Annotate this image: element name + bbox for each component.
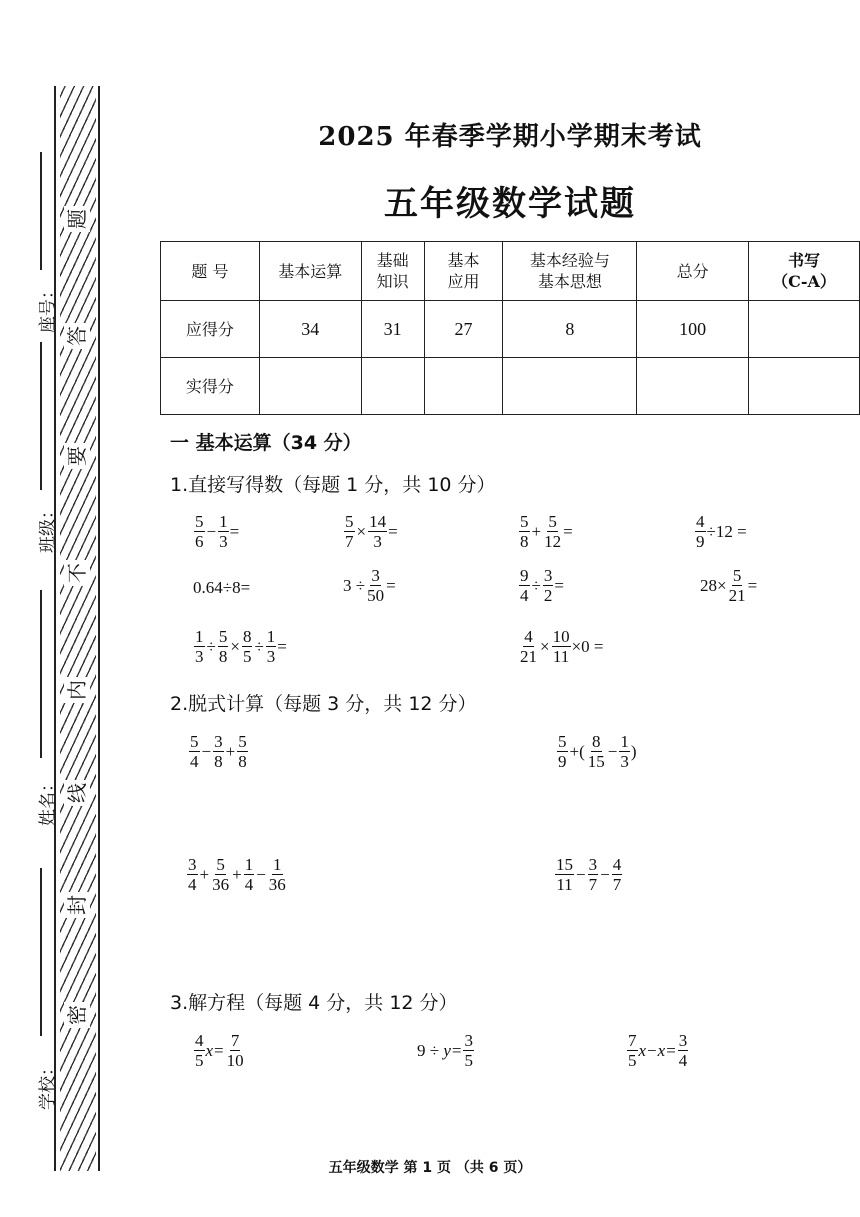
seal-char: 要 (64, 443, 90, 469)
fraction: $\frac{5}{8}$ (520, 512, 529, 551)
binding-border-right (98, 86, 100, 1171)
fraction: $\frac{3}{50}$ (367, 566, 385, 605)
fraction: $\frac{5}{12}$ (544, 512, 562, 551)
score-table-header-row (161, 242, 860, 301)
row-label: 实得分 (161, 358, 260, 415)
fraction: $\frac{1}{3}$ (620, 732, 629, 771)
seal-char: 题 (64, 206, 90, 232)
header-cell: 基本经验与 基本思想 (503, 242, 637, 301)
math-item: 0.64÷8= (193, 578, 251, 597)
math-item: $\frac{4}{5}$ x = $\frac{7}{10}$ (195, 1031, 244, 1070)
fraction: $\frac{7}{10}$ (226, 1031, 244, 1070)
fraction: $\frac{1}{3}$ (219, 512, 228, 551)
name-field-line[interactable] (40, 590, 42, 758)
section-heading: 一 基本运算（34 分） (170, 432, 362, 454)
page-footer: 五年级数学 第 1 页 （共 6 页） (328, 1160, 532, 1176)
school-field-label: 学校： (38, 1059, 58, 1110)
actual-mark-cell[interactable] (361, 358, 424, 415)
exam-title: 2025 年春季学期小学期末考试 (318, 122, 702, 152)
fraction: $\frac{15}{11}$ (556, 855, 573, 894)
fraction: $\frac{5}{4}$ (190, 732, 199, 771)
full-mark-cell: 27 (424, 301, 503, 358)
math-item: $\frac{15}{11}$ − $\frac{3}{7}$ − $\frac{4}{7}$ (556, 855, 622, 894)
fraction: $\frac{4}{5}$ (195, 1031, 204, 1070)
fraction: $\frac{5}{8}$ (218, 627, 228, 666)
fraction: $\frac{5}{8}$ (238, 732, 247, 771)
header-cell: 基本运算 (259, 242, 361, 301)
math-item: $\frac{5}{8}$ + $\frac{5}{12}$ = (520, 512, 573, 551)
math-item: 3 ÷ $\frac{3}{50}$ = (343, 566, 396, 605)
school-field-line[interactable] (40, 868, 42, 1036)
seat-field-label: 座号： (38, 282, 58, 333)
fraction: $\frac{3}{2}$ (543, 566, 553, 605)
fraction: $\frac{5}{36}$ (212, 855, 230, 894)
math-item: $\frac{5}{6}$ − $\frac{1}{3}$ = (195, 512, 240, 551)
fraction: $\frac{3}{4}$ (188, 855, 197, 894)
math-item: $\frac{1}{3}$ ÷ $\frac{5}{8}$ × $\frac{8}{5}$ ÷ $\frac{1}{3}$ = (195, 627, 287, 666)
class-field-label: 班级： (38, 502, 58, 553)
seal-char: 内 (64, 677, 90, 703)
fraction: $\frac{5}{7}$ (345, 512, 354, 551)
full-mark-cell: 100 (637, 301, 749, 358)
math-item: $\frac{4}{21}$ × $\frac{10}{11}$ ×0 = (520, 627, 604, 666)
fraction: $\frac{7}{5}$ (628, 1031, 637, 1070)
score-table (160, 241, 860, 415)
header-cell: 基础 知识 (361, 242, 424, 301)
full-marks-row (161, 301, 860, 358)
actual-marks-row (161, 358, 860, 415)
seal-char: 不 (64, 560, 90, 586)
paper-title: 五年级数学试题 (384, 184, 636, 224)
actual-mark-cell[interactable] (259, 358, 361, 415)
fraction: $\frac{3}{4}$ (678, 1031, 688, 1070)
math-item: $\frac{5}{7}$ × $\frac{14}{3}$ = (345, 512, 398, 551)
math-item: $\frac{3}{4}$ + $\frac{5}{36}$ + $\frac{1}{4}$ − $\frac{1}{36}$ (188, 855, 286, 894)
fraction: $\frac{5}{9}$ (558, 732, 567, 771)
math-item: $\frac{5}{9}$ +( $\frac{8}{15}$ − $\frac{1}{3}$ ) (558, 732, 637, 771)
fraction: $\frac{9}{4}$ (520, 566, 529, 605)
seal-char: 答 (64, 323, 90, 349)
math-item: $\frac{7}{5}$ x − x = $\frac{3}{4}$ (628, 1031, 688, 1070)
fraction: $\frac{10}{11}$ (552, 627, 570, 666)
seal-char: 密 (64, 1002, 90, 1028)
math-item: $\frac{9}{4}$ ÷ $\frac{3}{2}$ = (520, 566, 564, 605)
fraction: $\frac{4}{7}$ (612, 855, 622, 894)
fraction: $\frac{4}{21}$ (520, 627, 537, 666)
fraction: $\frac{5}{21}$ (728, 566, 746, 605)
fraction: $\frac{8}{5}$ (242, 627, 252, 666)
fraction: $\frac{3}{8}$ (214, 732, 223, 771)
fraction: $\frac{1}{3}$ (195, 627, 204, 666)
seal-char: 线 (64, 780, 90, 806)
actual-mark-cell[interactable] (424, 358, 503, 415)
class-field-line[interactable] (40, 342, 42, 490)
row-label: 应得分 (161, 301, 260, 358)
full-mark-cell: 8 (503, 301, 637, 358)
math-item: $\frac{5}{4}$ − $\frac{3}{8}$ + $\frac{5}{8}$ (190, 732, 247, 771)
fraction: $\frac{14}{3}$ (369, 512, 387, 551)
fraction: $\frac{5}{6}$ (195, 512, 204, 551)
fraction: $\frac{1}{4}$ (244, 855, 254, 894)
full-mark-cell: 31 (361, 301, 424, 358)
name-field-label: 姓名： (38, 775, 58, 826)
seal-char: 封 (64, 892, 90, 918)
question-heading: 2.脱式计算（每题 3 分，共 12 分） (170, 693, 477, 715)
header-cell: 总分 (637, 242, 749, 301)
math-item: 28× $\frac{5}{21}$ = (700, 566, 758, 605)
actual-mark-cell[interactable] (503, 358, 637, 415)
math-item: 9 ÷ y = $\frac{3}{5}$ (417, 1031, 473, 1070)
binding-border-left (54, 86, 56, 1171)
fraction: $\frac{4}{9}$ (696, 512, 705, 551)
fraction: $\frac{1}{3}$ (266, 627, 276, 666)
header-cell: 题 号 (161, 242, 260, 301)
full-mark-cell (749, 301, 860, 358)
question-heading: 3.解方程（每题 4 分，共 12 分） (170, 992, 458, 1014)
fraction: $\frac{3}{7}$ (588, 855, 598, 894)
fraction: $\frac{3}{5}$ (464, 1031, 473, 1070)
fraction: $\frac{1}{36}$ (268, 855, 286, 894)
fraction: $\frac{8}{15}$ (587, 732, 605, 771)
header-cell: 书写 （C-A） (749, 242, 860, 301)
seat-field-line[interactable] (40, 152, 42, 270)
question-heading: 1.直接写得数（每题 1 分，共 10 分） (170, 474, 496, 496)
header-cell: 基本 应用 (424, 242, 503, 301)
actual-mark-cell[interactable] (749, 358, 860, 415)
full-mark-cell: 34 (259, 301, 361, 358)
math-item: $\frac{4}{9}$ ÷12 = (696, 512, 747, 551)
actual-mark-cell[interactable] (637, 358, 749, 415)
